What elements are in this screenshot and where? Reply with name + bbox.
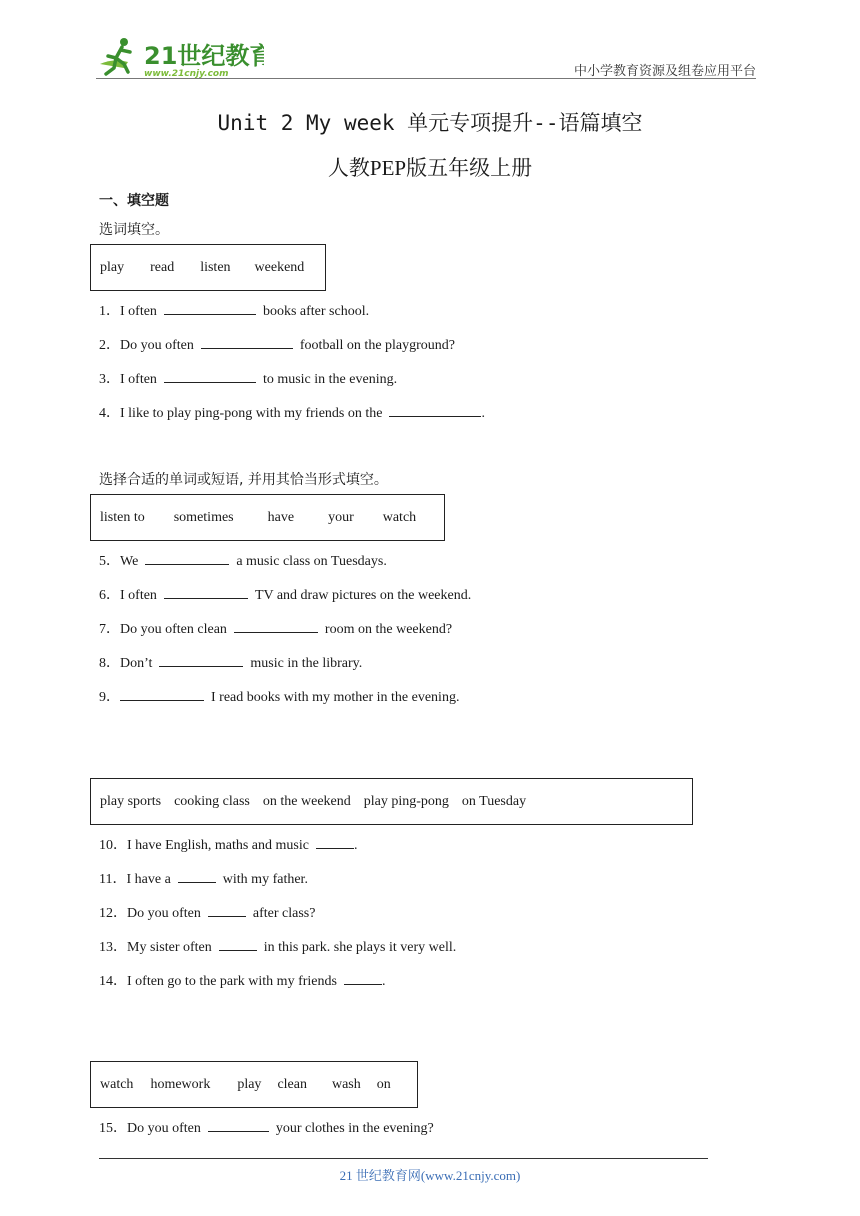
runner-icon bbox=[94, 34, 264, 82]
answer-blank[interactable] bbox=[208, 1119, 269, 1132]
question-number: 13． bbox=[99, 940, 127, 955]
section-heading: 一、填空题 bbox=[99, 193, 169, 209]
question-text: a music class on Tuesdays. bbox=[236, 554, 387, 569]
word-bank-item: weekend bbox=[254, 259, 305, 275]
question-text: I often bbox=[120, 588, 157, 603]
word-bank-item: your bbox=[328, 509, 354, 525]
word-bank bbox=[90, 778, 693, 825]
word-bank-item: clean bbox=[277, 1076, 307, 1092]
question-text: I like to play ping-pong with my friends on the bbox=[120, 406, 383, 421]
word-bank-item: listen bbox=[200, 259, 231, 275]
answer-blank[interactable] bbox=[145, 552, 229, 565]
question-number: 3． bbox=[99, 372, 120, 387]
word-bank-item: watch bbox=[382, 509, 417, 525]
question-number: 14． bbox=[99, 974, 127, 989]
word-bank bbox=[90, 244, 326, 291]
answer-blank[interactable] bbox=[201, 336, 293, 349]
question-text: We bbox=[120, 554, 139, 569]
footer-link[interactable]: 21 世纪教育网(www.21cnjy.com) bbox=[339, 1168, 521, 1183]
question-text: with my father. bbox=[222, 872, 308, 887]
question-number: 8． bbox=[99, 656, 120, 671]
answer-blank[interactable] bbox=[208, 904, 246, 917]
answer-blank[interactable] bbox=[219, 938, 257, 951]
question-number: 7． bbox=[99, 622, 120, 637]
answer-blank[interactable] bbox=[164, 302, 256, 315]
word-bank-item: have bbox=[267, 509, 295, 525]
question-text: My sister often bbox=[127, 940, 212, 955]
question-item bbox=[99, 300, 369, 320]
answer-blank[interactable] bbox=[389, 404, 481, 417]
question-text: after class? bbox=[252, 906, 316, 921]
footer-divider bbox=[99, 1158, 708, 1159]
question-item bbox=[99, 550, 387, 570]
question-text: music in the library. bbox=[250, 656, 363, 671]
answer-blank[interactable] bbox=[234, 620, 318, 633]
question-number: 4． bbox=[99, 406, 120, 421]
question-item bbox=[99, 834, 357, 854]
question-text: Do you often clean bbox=[120, 622, 227, 637]
question-text: Do you often bbox=[120, 338, 194, 353]
word-bank-item: play ping-pong bbox=[363, 793, 449, 809]
answer-blank[interactable] bbox=[316, 836, 354, 849]
question-number: 12． bbox=[99, 906, 127, 921]
question-number: 1． bbox=[99, 304, 120, 319]
word-bank-item: sometimes bbox=[173, 509, 234, 525]
question-text: your clothes in the evening? bbox=[275, 1121, 434, 1136]
answer-blank[interactable] bbox=[120, 688, 204, 701]
word-bank-item: listen to bbox=[100, 509, 145, 525]
group-instruction: 选词填空。 bbox=[99, 222, 169, 238]
question-number: 10． bbox=[99, 838, 127, 853]
question-item bbox=[99, 584, 471, 604]
question-text: I often bbox=[120, 304, 157, 319]
answer-blank[interactable] bbox=[159, 654, 243, 667]
question-item bbox=[99, 652, 362, 672]
answer-blank[interactable] bbox=[164, 586, 248, 599]
question-item bbox=[99, 936, 456, 956]
question-text: Don’t bbox=[120, 656, 153, 671]
question-text: in this park. she plays it very well. bbox=[263, 940, 457, 955]
svg-text:www.21cnjy.com: www.21cnjy.com bbox=[144, 69, 229, 79]
word-bank-item: wash bbox=[331, 1076, 361, 1092]
site-logo bbox=[94, 34, 264, 82]
page-title: Unit 2 My week 单元专项提升--语篇填空 bbox=[217, 111, 643, 135]
word-bank-item: play sports bbox=[100, 793, 162, 809]
question-item bbox=[99, 902, 315, 922]
question-text: . bbox=[481, 406, 485, 421]
question-item bbox=[99, 686, 459, 706]
word-bank bbox=[90, 494, 445, 541]
question-text: TV and draw pictures on the weekend. bbox=[254, 588, 472, 603]
question-text: . bbox=[381, 974, 386, 989]
question-number: 15． bbox=[99, 1121, 127, 1136]
header-platform-text: 中小学教育资源及组卷应用平台 bbox=[573, 63, 756, 78]
question-text: books after school. bbox=[262, 304, 370, 319]
word-bank-item: read bbox=[150, 259, 175, 275]
question-item bbox=[99, 970, 385, 990]
question-number: 5． bbox=[99, 554, 120, 569]
answer-blank[interactable] bbox=[178, 870, 216, 883]
answer-blank[interactable] bbox=[344, 972, 382, 985]
word-bank bbox=[90, 1061, 418, 1108]
word-bank-item: play bbox=[237, 1076, 262, 1092]
question-item bbox=[99, 618, 452, 638]
word-bank-item: on Tuesday bbox=[461, 793, 527, 809]
question-number: 2． bbox=[99, 338, 120, 353]
question-text: to music in the evening. bbox=[262, 372, 398, 387]
question-text: I often bbox=[120, 372, 157, 387]
question-number: 6． bbox=[99, 588, 120, 603]
word-bank-item: watch bbox=[100, 1076, 134, 1092]
question-item bbox=[99, 1117, 434, 1137]
word-bank-item: on bbox=[376, 1076, 391, 1092]
question-text: I have English, maths and music bbox=[127, 838, 309, 853]
question-text: I have a bbox=[126, 872, 171, 887]
question-item bbox=[99, 334, 455, 354]
question-text: I often go to the park with my friends bbox=[127, 974, 337, 989]
group-instruction: 选择合适的单词或短语, 并用其恰当形式填空。 bbox=[99, 472, 388, 488]
word-bank-item: homework bbox=[150, 1076, 211, 1092]
question-number: 11． bbox=[99, 872, 127, 887]
question-text: football on the playground? bbox=[299, 338, 456, 353]
answer-blank[interactable] bbox=[164, 370, 256, 383]
page-subtitle: 人教PEP版五年级上册 bbox=[327, 156, 533, 180]
question-text: Do you often bbox=[127, 906, 201, 921]
word-bank-item: play bbox=[100, 259, 125, 275]
question-text: . bbox=[353, 838, 358, 853]
question-text: room on the weekend? bbox=[324, 622, 453, 637]
word-bank-item: cooking class bbox=[174, 793, 250, 809]
question-text: I read books with my mother in the evening. bbox=[211, 690, 460, 705]
question-item bbox=[99, 368, 397, 388]
question-item bbox=[99, 402, 485, 422]
header-divider bbox=[96, 78, 756, 79]
word-bank-item: on the weekend bbox=[262, 793, 351, 809]
question-text: Do you often bbox=[127, 1121, 201, 1136]
question-item bbox=[99, 868, 308, 888]
question-number: 9． bbox=[99, 690, 120, 705]
svg-text:21世纪教育: 21世纪教育 bbox=[144, 42, 264, 70]
